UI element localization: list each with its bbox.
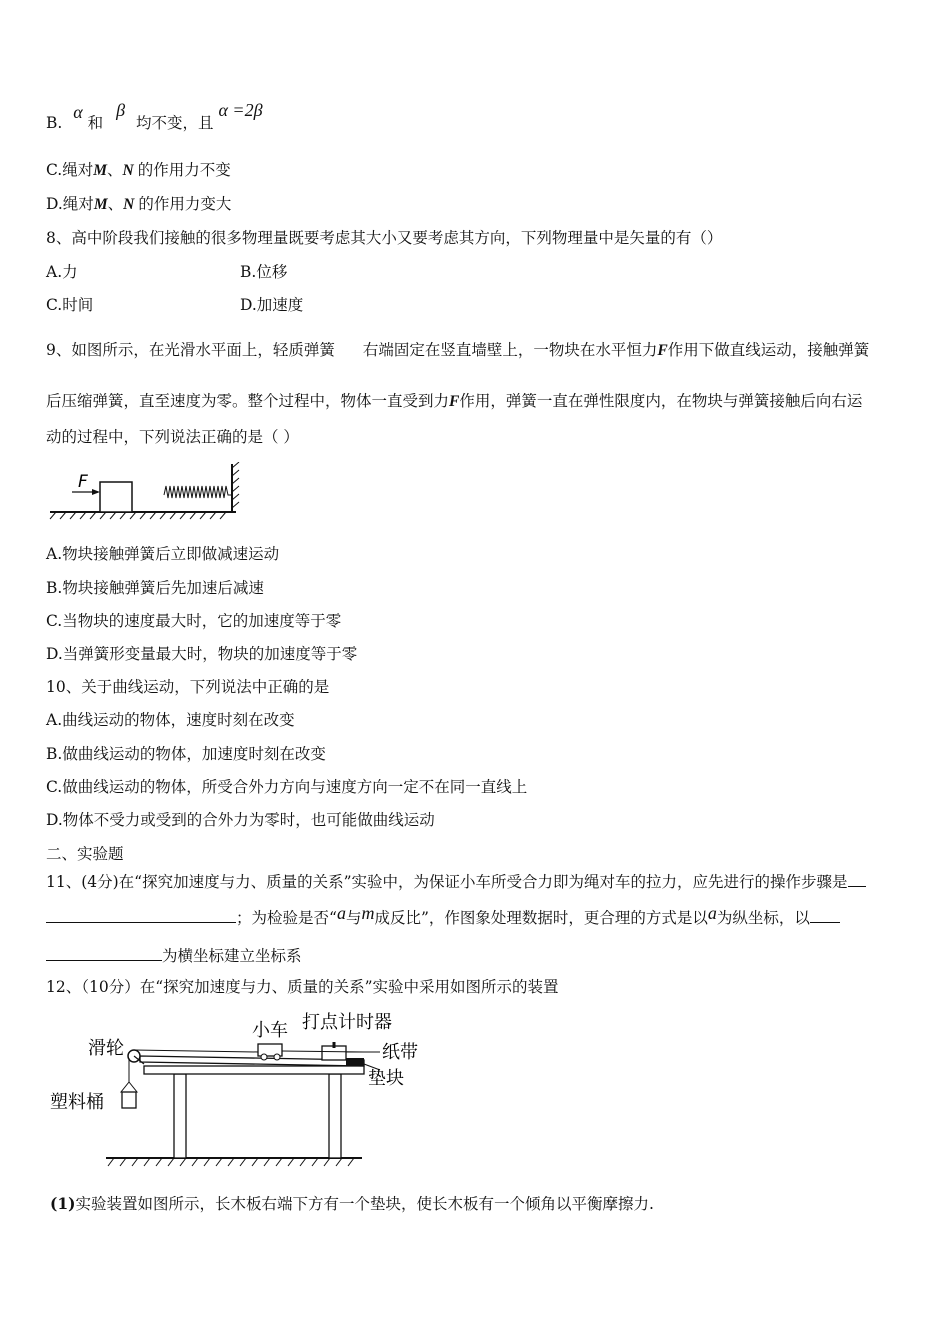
and-text: 和	[87, 114, 104, 132]
answer-blank[interactable]	[46, 906, 236, 923]
q9-option-d: D.当弹簧形变量最大时，物块的加速度等于零	[46, 645, 358, 663]
table-top	[144, 1066, 364, 1074]
q12-sub1	[50, 1194, 654, 1214]
stem-part: 为横坐标建立坐标系	[162, 947, 302, 965]
option-prefix: C.绳对	[46, 161, 94, 179]
ground-hatching	[50, 512, 226, 519]
equation: α =2β	[218, 100, 263, 120]
q9-stem-line3: 动的过程中，下列说法正确的是（ ）	[46, 428, 299, 446]
label-tape: 纸带	[382, 1042, 418, 1063]
stem-part: ；为检验是否“	[236, 909, 337, 927]
var-a: a	[707, 903, 717, 923]
q7-option-d	[46, 194, 231, 215]
var-f: F	[449, 393, 460, 410]
q7-option-b	[46, 100, 263, 138]
label-bucket: 塑料桶	[50, 1092, 104, 1113]
var-m: m	[361, 903, 375, 923]
string	[134, 1050, 258, 1052]
stem-part: 后压缩弹簧，直至速度为零。整个过程中，物体一直受到力	[46, 392, 450, 410]
q8-option-a: A.力	[46, 263, 78, 281]
stem-prefix: 12、（10分）	[46, 978, 140, 996]
var-f: F	[657, 342, 668, 359]
bucket	[122, 1092, 136, 1108]
q9-option-b: B.物块接触弹簧后先加速后减速	[46, 579, 264, 597]
sub-number: (1)	[50, 1194, 76, 1213]
var-n: N	[122, 162, 134, 179]
q8-option-b: B.位移	[240, 263, 288, 281]
var-m: M	[93, 162, 108, 179]
answer-blank[interactable]	[46, 944, 162, 961]
force-label: F	[78, 472, 88, 492]
table-leg-left	[174, 1074, 186, 1158]
wedge-block	[346, 1058, 364, 1066]
stem-part: 作用下做直线运动，接触弹簧	[667, 341, 870, 359]
stem-part: 11、(4分)在“探究加速度与力、质量的关系”实验中，为保证小车所受合力即为绳对车的拉力，应先进行的操作步骤是	[46, 873, 848, 891]
q9-option-c: C.当物块的速度最大时，它的加速度等于零	[46, 612, 342, 630]
var-a: a	[336, 903, 346, 923]
separator: 、	[107, 161, 123, 179]
stem-part: 9、如图所示，在光滑水平面上，轻质弹簧	[46, 341, 335, 359]
option-text: 的作用力不变	[137, 161, 231, 179]
q9-stem-line2	[46, 391, 862, 412]
q10-option-b: B.做曲线运动的物体，加速度时刻在改变	[46, 745, 326, 763]
stem-part: 作用，弹簧一直在弹性限度内，在物块与弹簧接触后向右运	[459, 392, 863, 410]
q9-option-a: A.物块接触弹簧后立即做减速运动	[46, 545, 280, 563]
sub-text: 实验装置如图所示，长木板右端下方有一个垫块，使长木板有一个倾角以平衡摩擦力.	[75, 1195, 654, 1213]
q8-option-d: D.加速度	[240, 296, 304, 314]
beta-symbol: β	[116, 100, 126, 120]
block	[100, 482, 132, 512]
q10-stem: 10、关于曲线运动，下列说法中正确的是	[46, 678, 330, 696]
table-leg-right	[329, 1074, 341, 1158]
q10-option-d: D.物体不受力或受到的合外力为零时，也可能做曲线运动	[46, 811, 435, 829]
q11-line1	[46, 870, 866, 892]
wall-hatching	[232, 462, 239, 508]
stem-text: 在“探究加速度与力、质量的关系”实验中采用如图所示的装置	[139, 978, 559, 996]
var-m: M	[93, 196, 108, 213]
separator: 、	[107, 195, 124, 213]
q11-line3	[46, 944, 302, 966]
q11-line2	[46, 903, 840, 928]
option-text: 均不变，且	[136, 114, 214, 132]
label-timer: 打点计时器	[302, 1012, 392, 1033]
stem-part: 与	[345, 909, 362, 927]
q9-spring-figure	[46, 462, 246, 520]
q12-apparatus-figure	[46, 1008, 426, 1170]
q8-stem: 8、高中阶段我们接触的很多物理量既要考虑其大小又要考虑其方向，下列物理量中是矢量的有（）	[46, 229, 723, 247]
section-heading: 二、实验题	[46, 845, 124, 863]
option-prefix: D.绳对	[46, 195, 94, 213]
var-n: N	[123, 196, 135, 213]
stem-part: 成反比”，作图象处理数据时，更合理的方式是以	[374, 909, 708, 927]
label-block: 垫块	[368, 1068, 404, 1089]
label-pulley: 滑轮	[88, 1038, 124, 1059]
answer-blank[interactable]	[810, 906, 840, 923]
ground-hatching	[108, 1158, 354, 1166]
label-cart: 小车	[252, 1020, 288, 1041]
spring	[164, 486, 232, 498]
option-prefix: B.	[46, 114, 63, 132]
q10-option-a: A.曲线运动的物体，速度时刻在改变	[46, 711, 295, 729]
q8-option-c: C.时间	[46, 296, 94, 314]
q12-stem	[46, 977, 559, 997]
option-text: 的作用力变大	[138, 195, 232, 213]
answer-blank[interactable]	[848, 870, 866, 887]
q10-option-c: C.做曲线运动的物体，所受合外力方向与速度方向一定不在同一直线上	[46, 778, 528, 796]
stem-part: 右端固定在竖直墙壁上，一物块在水平恒力	[362, 341, 658, 359]
alpha-symbol: α	[73, 102, 83, 122]
q9-stem-line1	[46, 340, 869, 361]
q7-option-c	[46, 160, 231, 181]
stem-part: 为纵坐标，以	[716, 909, 810, 927]
timer	[322, 1046, 346, 1060]
